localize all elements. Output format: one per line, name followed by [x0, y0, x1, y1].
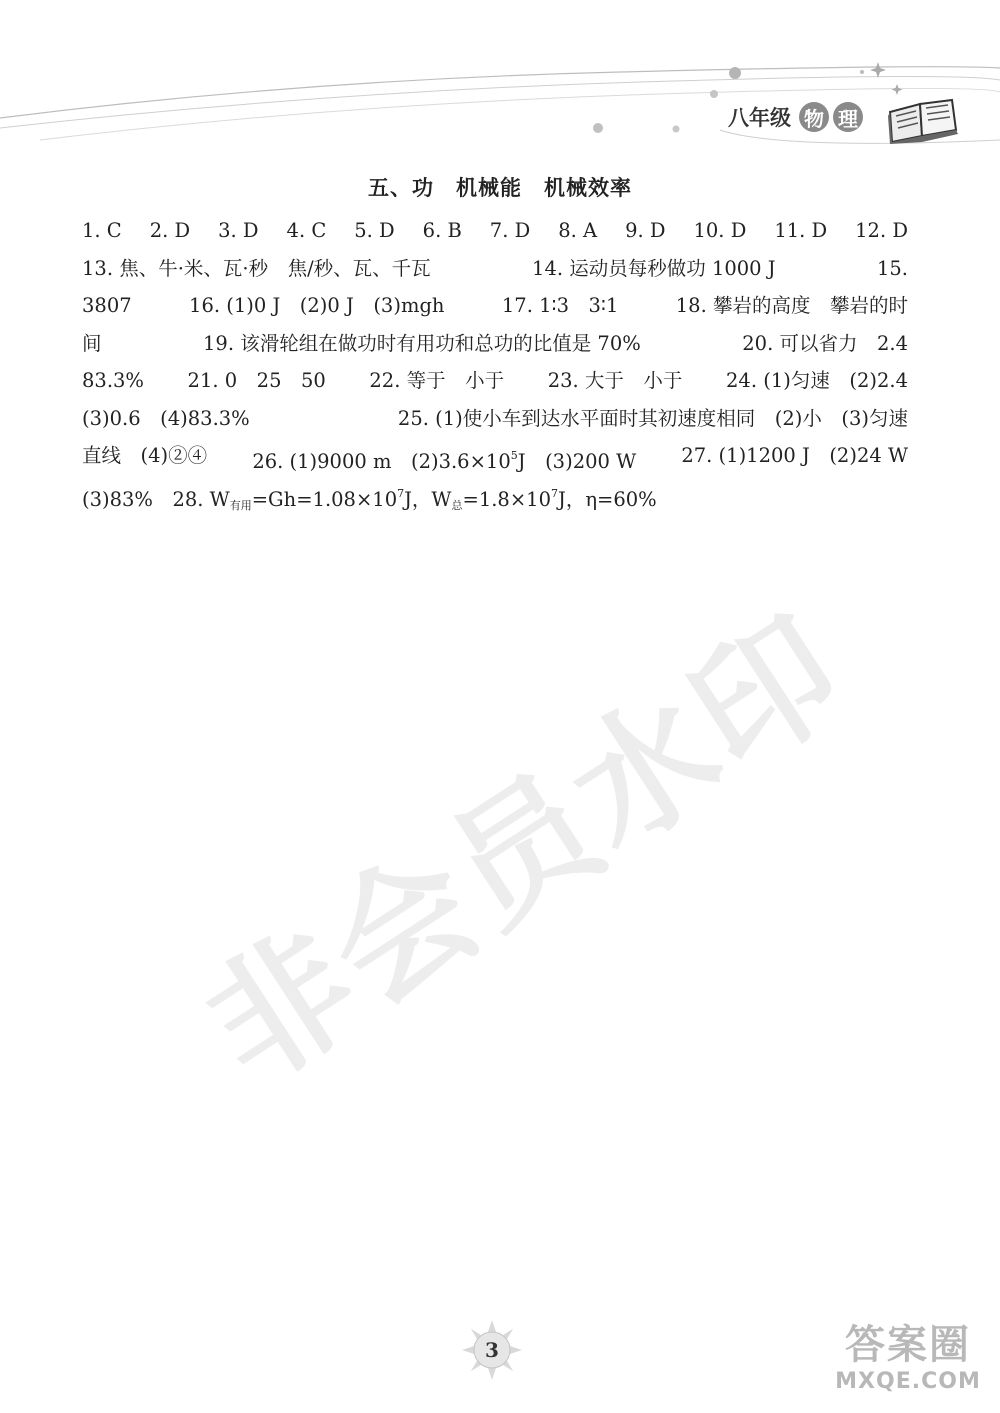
answer-item: 18. 攀岩的高度 攀岩的时	[675, 294, 908, 317]
answer-text: =1.8×10	[462, 487, 551, 511]
answer-text: J，η=60%	[558, 487, 657, 511]
answer-item: 8. A	[558, 219, 598, 242]
grade-subject-header	[728, 100, 863, 134]
answer-item: 25. (1)使小车到达水平面时其初速度相同 (2)小 (3)匀速	[397, 406, 908, 430]
answer-item: 4. C	[286, 219, 327, 242]
answer-block	[82, 212, 908, 512]
answer-text: (3)83% 28. W	[82, 487, 230, 511]
superscript: 7	[551, 486, 558, 500]
superscript: 5	[510, 449, 518, 462]
answer-item: 6. B	[422, 219, 462, 242]
answer-item: 15.	[876, 256, 908, 280]
grade-label: 八年级	[728, 106, 791, 130]
answer-item: 直线 (4)②④	[82, 444, 208, 467]
page-number-badge	[460, 1318, 524, 1382]
answer-item: 3807	[82, 294, 132, 317]
answer-item	[82, 475, 657, 513]
answer-text: 26. (1)9000 m (2)3.6×10	[252, 450, 511, 473]
answer-line-1	[82, 212, 908, 250]
answer-item: 11. D	[774, 219, 828, 242]
answer-item: 27. (1)1200 J (2)24 W	[681, 444, 908, 467]
answer-line-8	[82, 475, 908, 513]
answer-item: 14. 运动员每秒做功 1000 J	[532, 256, 776, 280]
answer-item: 83.3%	[82, 369, 144, 392]
answer-item: 23. 大于 小于	[547, 369, 683, 392]
answer-line-2	[82, 250, 908, 288]
subscript: 总	[451, 498, 463, 512]
answer-item: 19. 该滑轮组在做功时有用功和总功的比值是 70%	[203, 331, 641, 355]
answer-item: 22. 等于 小于	[369, 369, 505, 392]
answer-text: J (3)200 W	[517, 450, 637, 473]
subject-char-2: 理	[833, 102, 863, 132]
answer-item: 7. D	[489, 219, 531, 242]
answer-text: =Gh=1.08×10	[251, 487, 398, 511]
answer-item: 20. 可以省力 2.4	[742, 331, 908, 355]
answer-item: (3)0.6 (4)83.3%	[82, 406, 250, 430]
answer-item	[252, 437, 636, 475]
answer-line-4	[82, 325, 908, 363]
answer-line-7	[82, 437, 908, 475]
answer-item: 2. D	[149, 219, 191, 242]
answer-item: 3. D	[218, 219, 259, 242]
open-book-icon	[886, 96, 960, 144]
answer-item: 16. (1)0 J (2)0 J (3)mgh	[189, 294, 445, 317]
answer-line-3	[82, 287, 908, 325]
answer-item: 24. (1)匀速 (2)2.4	[726, 369, 908, 392]
answer-item: 间	[82, 331, 102, 355]
subscript: 有用	[229, 498, 252, 512]
answer-item: 9. D	[625, 219, 666, 242]
answer-item: 21. 0 25 50	[187, 369, 326, 392]
watermark: 非会员水印	[180, 586, 873, 1115]
corner-logo	[828, 1322, 988, 1406]
corner-logo-main: 答案圈	[845, 1322, 971, 1368]
superscript: 7	[397, 486, 405, 500]
page-number: 3	[485, 1338, 499, 1362]
corner-logo-url: MXQE.COM	[835, 1369, 981, 1394]
answer-item: 13. 焦、牛·米、瓦·秒 焦/秒、瓦、千瓦	[82, 256, 431, 280]
subject-char-1: 物	[799, 102, 829, 132]
answer-item: 10. D	[693, 219, 747, 242]
answer-line-5	[82, 362, 908, 400]
section-title: 五、功 机械能 机械效率	[368, 176, 632, 200]
answer-item: 1. C	[82, 219, 122, 242]
header-decoration	[0, 0, 1000, 160]
answer-item: 17. 1∶3 3∶1	[501, 294, 619, 317]
answer-text: J，W	[404, 487, 452, 511]
answer-line-6	[82, 400, 908, 438]
answer-item: 12. D	[855, 219, 908, 242]
answer-item: 5. D	[354, 219, 395, 242]
